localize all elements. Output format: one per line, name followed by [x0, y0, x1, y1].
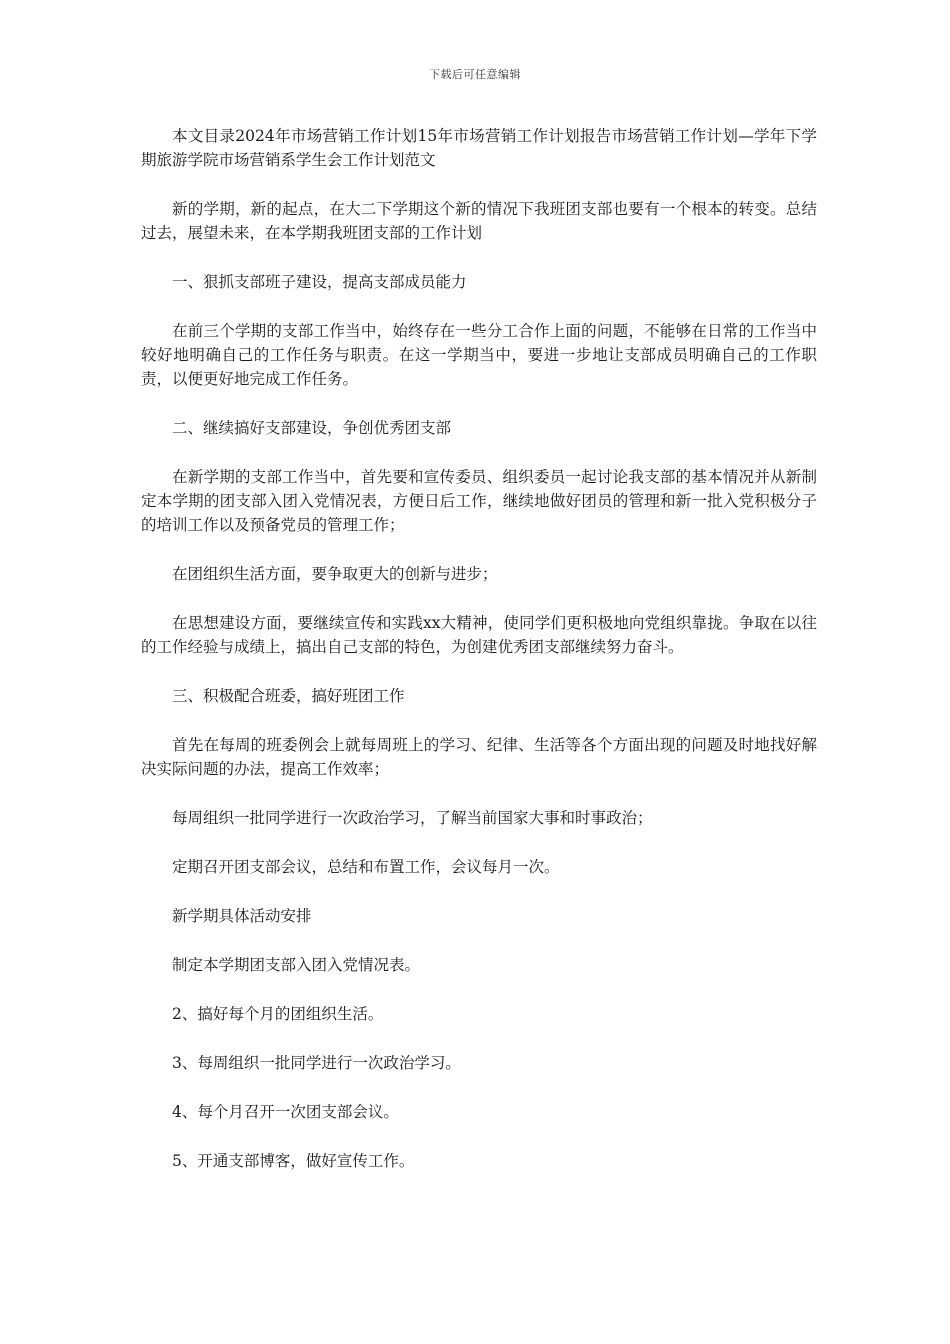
document-body	[141, 124, 817, 1198]
list-item: 5、开通支部博客，做好宣传工作。	[172, 1152, 415, 1170]
paragraph: 在新学期的支部工作当中，首先要和宣传委员、组织委员一起讨论我支部的基本情况并从新制定本学期的团支部入团入党情况表，方便日后工作，继续地做好团员的管理和新一批入党积极分子的培训工作以及预备党员的管理工作；	[141, 468, 817, 534]
list-item: 2、搞好每个月的团组织生活。	[172, 1005, 384, 1023]
section-heading-3: 三、积极配合班委，搞好班团工作	[172, 687, 405, 705]
list-item: 制定本学期团支部入团入党情况表。	[172, 956, 421, 974]
paragraph: 在思想建设方面，要继续宣传和实践xx大精神，使同学们更积极地向党组织靠拢。争取在以往的工作经验与成绩上，搞出自己支部的特色，为创建优秀团支部继续努力奋斗。	[141, 614, 817, 656]
section-heading-2: 二、继续搞好支部建设，争创优秀团支部	[172, 419, 452, 437]
header-note: 下载后可任意编辑	[429, 68, 521, 81]
paragraph: 在团组织生活方面，要争取更大的创新与进步；	[172, 565, 498, 583]
subheading-activity-plan: 新学期具体活动安排	[172, 907, 312, 925]
paragraph: 在前三个学期的支部工作当中，始终存在一些分工合作上面的问题，不能够在日常的工作当中较好地明确自己的工作任务与职责。在这一学期当中，要进一步地让支部成员明确自己的工作职责，以便更好地完成工作任务。	[141, 322, 817, 388]
section-heading-1: 一、狠抓支部班子建设，提高支部成员能力	[172, 273, 467, 291]
paragraph-opening: 新的学期，新的起点，在大二下学期这个新的情况下我班团支部也要有一个根本的转变。总结过去，展望未来，在本学期我班团支部的工作计划	[141, 200, 817, 242]
list-item: 4、每个月召开一次团支部会议。	[172, 1103, 399, 1121]
paragraph: 每周组织一批同学进行一次政治学习，了解当前国家大事和时事政治；	[172, 809, 653, 827]
paragraph: 首先在每周的班委例会上就每周班上的学习、纪律、生活等各个方面出现的问题及时地找好解决实际问题的办法，提高工作效率；	[141, 736, 817, 778]
list-item: 3、每周组织一批同学进行一次政治学习。	[172, 1054, 461, 1072]
paragraph-intro: 本文目录2024年市场营销工作计划15年市场营销工作计划报告市场营销工作计划—学年下学期旅游学院市场营销系学生会工作计划范文	[141, 127, 817, 169]
paragraph: 定期召开团支部会议，总结和布置工作，会议每月一次。	[172, 858, 560, 876]
